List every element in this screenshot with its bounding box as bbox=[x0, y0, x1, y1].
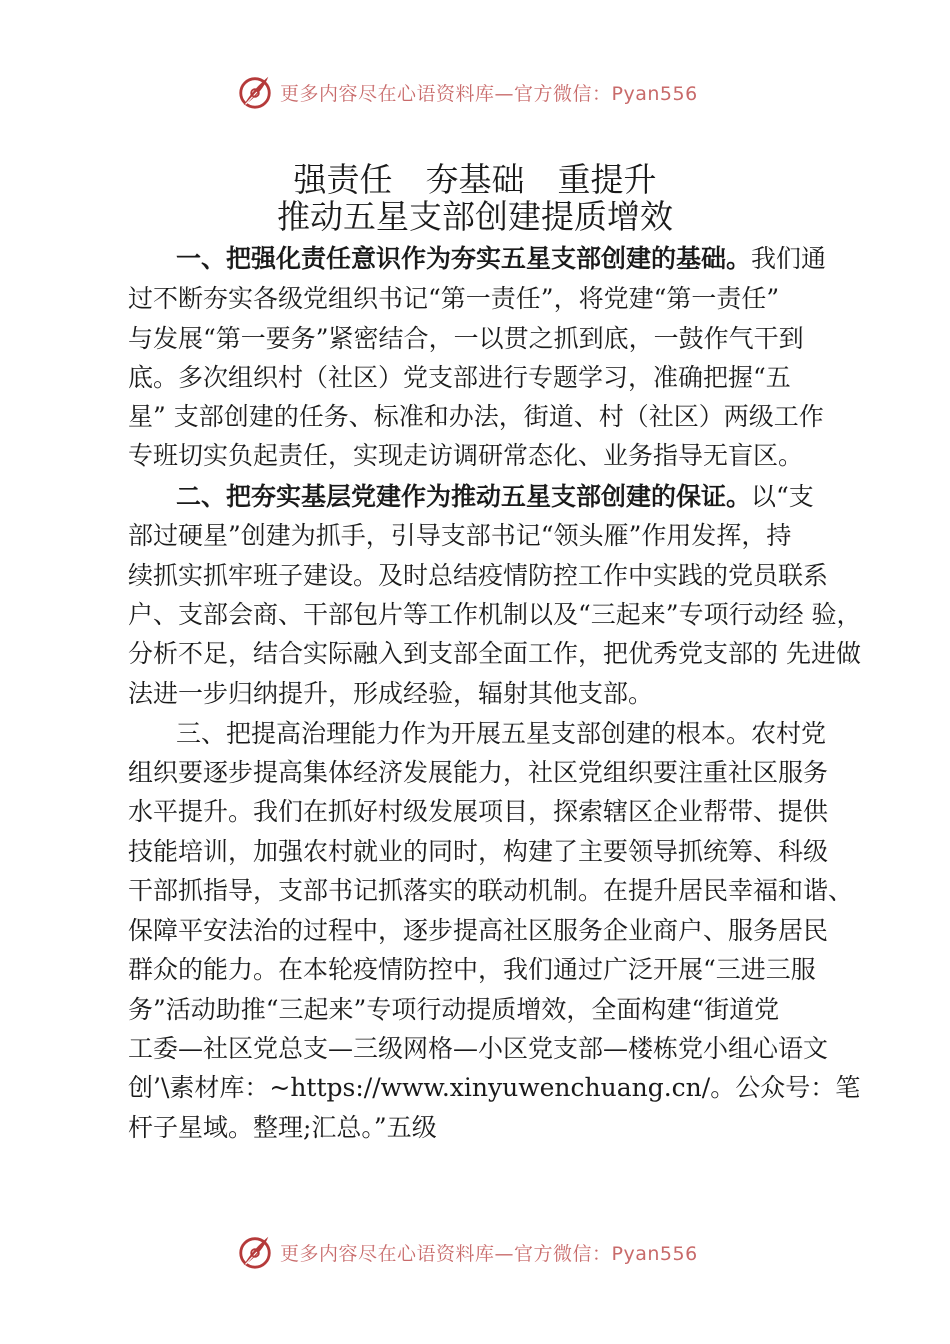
footer-watermark-banner bbox=[0, 1228, 950, 1276]
watermark-text: 更多内容尽在心语资料库—官方微信：Pyan556 bbox=[280, 1242, 698, 1265]
section-3-line-10: 创’\素材库：~https://www.xinyuwenchuang.cn/。公众号：笔 bbox=[128, 1073, 861, 1102]
section-3-line-2: 组织要逐步提高集体经济发展能力，社区党组织要注重社区服务 bbox=[128, 758, 829, 787]
section-1-line-3: 与发展“第一要务”紧密结合，一以贯之抓到底，一鼓作气干到 bbox=[128, 324, 804, 353]
section-3-line-4: 技能培训，加强农村就业的同时，构建了主要领导抓统筹、科级 bbox=[128, 837, 829, 866]
section-2-line-6: 法进一步归纳提升，形成经验，辐射其他支部。 bbox=[128, 679, 654, 708]
section-3-line-1: 三、把提高治理能力作为开展五星支部创建的根本。农村党 bbox=[176, 719, 827, 748]
section-3-line-9: 工委—社区党总支—三级网格—小区党支部—楼栋党小组心语文 bbox=[128, 1034, 829, 1063]
section-1-line-6: 专班切实负起责任，实现走访调研常态化、业务指导无盲区。 bbox=[128, 441, 804, 470]
section-2-lead: 二、把夯实基层党建作为推动五星支部创建的保证。 bbox=[176, 482, 752, 511]
section-2-line-5: 分析不足，结合实际融入到支部全面工作，把优秀党支部的 先进做 bbox=[128, 639, 861, 668]
section-2-line-4: 户、支部会商、干部包片等工作机制以及“三起来”专项行动经 验， bbox=[128, 600, 862, 629]
quill-pen-logo-icon bbox=[236, 73, 274, 111]
header-watermark-banner bbox=[0, 68, 950, 116]
title-line-1: 强责任 夯基础 重提升 bbox=[293, 160, 657, 199]
section-3-line-3: 水平提升。我们在抓好村级发展项目，探索辖区企业帮带、提供 bbox=[128, 797, 829, 826]
watermark-text: 更多内容尽在心语资料库—官方微信：Pyan556 bbox=[280, 82, 698, 105]
section-3-line-8: 务”活动助推“三起来”专项行动提质增效，全面构建“街道党 bbox=[128, 995, 780, 1024]
section-3-line-7: 群众的能力。在本轮疫情防控中，我们通过广泛开展“三进三服 bbox=[128, 955, 816, 984]
section-2-line-2: 部过硬星”创建为抓手，引导支部书记“领头雁”作用发挥，持 bbox=[128, 521, 792, 550]
quill-pen-logo-icon bbox=[236, 1233, 274, 1271]
section-3-line-6: 保障平安法治的过程中，逐步提高社区服务企业商户、服务居民 bbox=[128, 916, 829, 945]
section-2-line-1: 二、把夯实基层党建作为推动五星支部创建的保证。以“支 bbox=[176, 482, 814, 511]
section-2-line-3: 续抓实抓牢班子建设。及时总结疫情防控工作中实践的党员联系 bbox=[128, 561, 829, 590]
section-3-line-5: 干部抓指导，支部书记抓落实的联动机制。在提升居民幸福和谐、 bbox=[128, 876, 854, 905]
section-1-line-1: 一、把强化责任意识作为夯实五星支部创建的基础。我们通 bbox=[176, 244, 827, 273]
section-1-lead: 一、把强化责任意识作为夯实五星支部创建的基础。 bbox=[176, 244, 752, 273]
section-3-line-11: 杆子星域。整理;汇总。”五级 bbox=[128, 1113, 437, 1142]
section-1-line-4: 底。多次组织村（社区）党支部进行专题学习，准确把握“五 bbox=[128, 363, 791, 392]
title-line-2: 推动五星支部创建提质增效 bbox=[277, 197, 673, 236]
section-1-line-5: 星” 支部创建的任务、标准和办法，街道、村（社区）两级工作 bbox=[128, 402, 824, 431]
section-1-line-2: 过不断夯实各级党组织书记“第一责任”，将党建“第一责任” bbox=[128, 284, 780, 313]
